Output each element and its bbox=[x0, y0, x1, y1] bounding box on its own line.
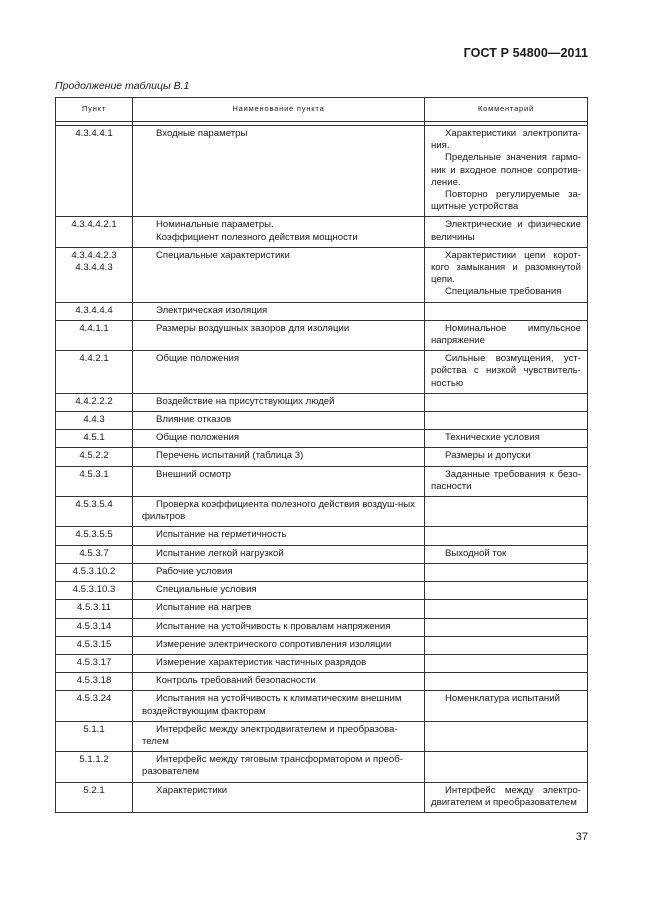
item-number-cell: 4.5.3.17 bbox=[56, 654, 133, 672]
item-number-cell: 4.5.2.2 bbox=[56, 448, 133, 466]
item-name-cell bbox=[133, 217, 425, 247]
item-number-cell: 4.5.3.18 bbox=[56, 673, 133, 691]
item-name-cell: Общие положения bbox=[133, 430, 425, 448]
item-name-cell: Перечень испытаний (таблица 3) bbox=[133, 448, 425, 466]
table-row bbox=[56, 721, 588, 751]
comment-cell bbox=[425, 673, 588, 691]
comment-paragraph: Размеры и допуски bbox=[445, 450, 531, 462]
comment-cell bbox=[425, 527, 588, 545]
item-name-cell: Влияние отказов bbox=[133, 412, 425, 430]
item-number: 4.3.4.4.2.3 bbox=[71, 249, 117, 261]
item-name-cell: Проверка коэффициента полезного действия воздуш-ных фильтров bbox=[133, 497, 425, 527]
item-name-cell: Измерение характеристик частичных разрядов bbox=[133, 654, 425, 672]
item-name-cell: Специальные условия bbox=[133, 582, 425, 600]
item-number-cell: 4.4.3 bbox=[56, 412, 133, 430]
table-row bbox=[56, 126, 588, 217]
column-header-name: Наименование пункта bbox=[133, 98, 425, 122]
comment-cell bbox=[425, 302, 588, 320]
items-table bbox=[55, 97, 588, 813]
comment-cell bbox=[425, 430, 588, 448]
comment-paragraph: Повторно регулируемые за-щитные устройства bbox=[431, 189, 581, 213]
page-number: 37 bbox=[575, 831, 588, 843]
comment-paragraph: Характеристики цепи корот-кого замыкания и разомкнутой цепи. bbox=[431, 249, 581, 286]
comment-cell bbox=[425, 752, 588, 782]
table-row bbox=[56, 217, 588, 247]
table-row bbox=[56, 412, 588, 430]
comment-cell bbox=[425, 466, 588, 496]
comment-cell bbox=[425, 563, 588, 581]
comment-paragraph: Характеристики электропита-ния. bbox=[431, 128, 581, 152]
item-name-line: Коэффициент полезного действия мощности bbox=[156, 231, 358, 243]
item-name-cell: Испытание на нагрев bbox=[133, 600, 425, 618]
comment-cell bbox=[425, 654, 588, 672]
table-row bbox=[56, 673, 588, 691]
table-caption: Продолжение таблицы В.1 bbox=[55, 80, 190, 92]
table-row bbox=[56, 691, 588, 721]
item-name-cell: Интерфейс между тяговым трансформатором и преоб-разователем bbox=[133, 752, 425, 782]
comment-cell bbox=[425, 412, 588, 430]
comment-cell bbox=[425, 126, 588, 217]
item-name-cell: Рабочие условия bbox=[133, 563, 425, 581]
comment-cell bbox=[425, 600, 588, 618]
item-number-cell: 4.5.3.24 bbox=[56, 691, 133, 721]
item-number-cell: 5.1.1 bbox=[56, 721, 133, 751]
item-number-cell: 5.1.1.2 bbox=[56, 752, 133, 782]
table-row bbox=[56, 302, 588, 320]
item-number-cell: 5.2.1 bbox=[56, 782, 133, 812]
comment-paragraph: Электрические и физические величины bbox=[431, 219, 581, 243]
table-row bbox=[56, 320, 588, 350]
item-name-cell: Размеры воздушных зазоров для изоляции bbox=[133, 320, 425, 350]
table-row bbox=[56, 782, 588, 812]
table-row bbox=[56, 582, 588, 600]
item-name-cell: Испытания на устойчивость к климатическим внешним воздействующим факторам bbox=[133, 691, 425, 721]
comment-paragraph: Номинальное импульсное напряжение bbox=[431, 322, 581, 347]
table-row bbox=[56, 527, 588, 545]
item-number-cell bbox=[56, 247, 133, 302]
table-row bbox=[56, 636, 588, 654]
item-name-cell: Испытание легкой нагрузкой bbox=[133, 545, 425, 563]
column-header-item: Пункт bbox=[56, 98, 133, 122]
comment-cell bbox=[425, 247, 588, 302]
item-name-cell: Внешний осмотр bbox=[133, 466, 425, 496]
item-number-cell: 4.5.1 bbox=[56, 430, 133, 448]
comment-paragraph: Сильные возмущения, уст-ройства с низкой чувствитель-ностью bbox=[431, 353, 581, 389]
table-row bbox=[56, 466, 588, 496]
table-row bbox=[56, 618, 588, 636]
item-name-cell: Измерение электрического сопротивления изоляции bbox=[133, 636, 425, 654]
comment-cell bbox=[425, 691, 588, 721]
table-row bbox=[56, 393, 588, 411]
item-name-cell: Характеристики bbox=[133, 782, 425, 812]
table-row bbox=[56, 654, 588, 672]
item-number-cell: 4.3.4.4.1 bbox=[56, 126, 133, 217]
comment-cell bbox=[425, 497, 588, 527]
comment-paragraph: Заданные требования к безо-пасности bbox=[431, 468, 581, 492]
comment-cell bbox=[425, 217, 588, 247]
table-row bbox=[56, 545, 588, 563]
item-number-cell: 4.4.2.2.2 bbox=[56, 393, 133, 411]
column-header-comment: Комментарий bbox=[425, 98, 588, 122]
item-number-cell: 4.5.3.10.2 bbox=[56, 563, 133, 581]
item-name-cell: Воздействие на присутствующих людей bbox=[133, 393, 425, 411]
table-header-row bbox=[56, 98, 588, 122]
table-row bbox=[56, 600, 588, 618]
item-number-cell: 4.5.3.14 bbox=[56, 618, 133, 636]
comment-cell bbox=[425, 351, 588, 394]
item-name-cell: Специальные характеристики bbox=[133, 247, 425, 302]
comment-cell bbox=[425, 393, 588, 411]
item-number-cell: 4.5.3.1 bbox=[56, 466, 133, 496]
item-number-cell: 4.5.3.11 bbox=[56, 600, 133, 618]
table-row bbox=[56, 430, 588, 448]
item-number-cell: 4.5.3.7 bbox=[56, 545, 133, 563]
item-name-cell: Общие положения bbox=[133, 351, 425, 394]
item-number: 4.3.4.4.3 bbox=[75, 262, 113, 274]
comment-paragraph: Предельные значения гармо-ник и входное полное сопротив-ление. bbox=[431, 152, 581, 188]
item-name-cell: Интерфейс между электродвигателем и преобразова-телем bbox=[133, 721, 425, 751]
table-body bbox=[56, 122, 588, 813]
item-name-cell: Испытание на устойчивость к провалам напряжения bbox=[133, 618, 425, 636]
item-number-cell: 4.5.3.5.4 bbox=[56, 497, 133, 527]
standard-designation: ГОСТ Р 54800—2011 bbox=[463, 46, 588, 60]
table-row bbox=[56, 448, 588, 466]
table-row bbox=[56, 351, 588, 394]
comment-cell bbox=[425, 448, 588, 466]
item-name-cell: Электрическая изоляция bbox=[133, 302, 425, 320]
item-name-line: Номинальные параметры. bbox=[156, 219, 274, 231]
comment-cell bbox=[425, 618, 588, 636]
item-name-cell: Контроль требований безопасности bbox=[133, 673, 425, 691]
table-row bbox=[56, 247, 588, 302]
item-number-cell: 4.3.4.4.4 bbox=[56, 302, 133, 320]
comment-paragraph: Специальные требования bbox=[445, 286, 562, 298]
item-number-cell: 4.5.3.5.5 bbox=[56, 527, 133, 545]
comment-paragraph: Выходной ток bbox=[445, 547, 507, 559]
comment-cell bbox=[425, 636, 588, 654]
item-number-cell: 4.5.3.15 bbox=[56, 636, 133, 654]
comment-cell bbox=[425, 721, 588, 751]
item-number-cell: 4.4.2.1 bbox=[56, 351, 133, 394]
comment-cell bbox=[425, 782, 588, 812]
item-name-cell: Испытание на герметичность bbox=[133, 527, 425, 545]
item-number-cell: 4.5.3.10.3 bbox=[56, 582, 133, 600]
comment-cell bbox=[425, 545, 588, 563]
comment-paragraph: Технические условия bbox=[445, 432, 540, 444]
comment-cell bbox=[425, 320, 588, 350]
comment-paragraph: Интерфейс между электро-двигателем и преобразователем bbox=[431, 784, 581, 808]
item-name-cell: Входные параметры bbox=[133, 126, 425, 217]
table-row bbox=[56, 497, 588, 527]
item-number-cell: 4.3.4.4.2.1 bbox=[56, 217, 133, 247]
table-row bbox=[56, 752, 588, 782]
comment-paragraph: Номенклатура испытаний bbox=[445, 693, 560, 705]
item-number-cell: 4.4.1.1 bbox=[56, 320, 133, 350]
comment-cell bbox=[425, 582, 588, 600]
table-row bbox=[56, 563, 588, 581]
